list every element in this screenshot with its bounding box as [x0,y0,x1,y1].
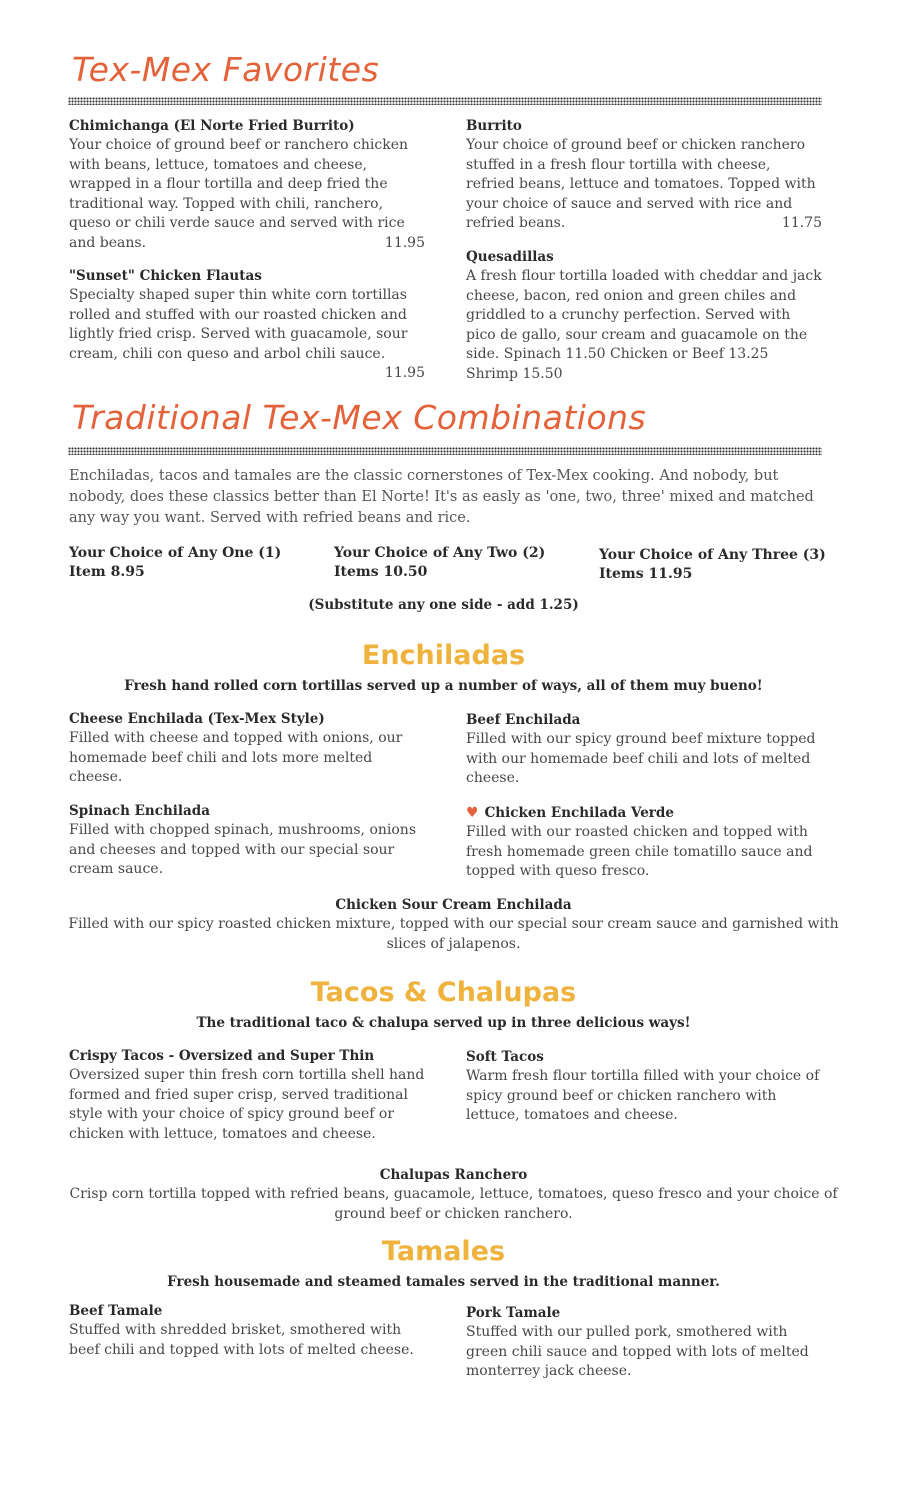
menu-item-soft-tacos [466,1048,822,1126]
menu-item-chimichanga [69,117,425,253]
combo-choice-two: Your Choice of Any Two (2) Items 10.50 [334,545,546,580]
item-description: Stuffed with shredded brisket, smothered with beef chili and topped with lots of melted cheese. [69,1322,414,1358]
menu-item-beef-tamale [69,1302,425,1360]
menu-item-beef-enchilada [466,711,822,789]
substitute-note: (Substitute any one side - add 1.25) [308,597,579,613]
item-name: Chicken Sour Cream Enchilada [335,897,572,913]
item-description: A fresh flour tortilla loaded with cheddar and jack cheese, bacon, red onion and green chiles and griddled to a crunchy perfection. Served with pico de gallo, sour cream and guacamole on the side. Spinach 11.50 Chicken or Beef 13.25 Shrimp 15.50 [466,268,822,382]
heart-icon: ♥ [466,805,479,821]
menu-item-chalupas-ranchero [60,1166,847,1224]
dotted-divider [68,447,822,455]
menu-item-flautas [69,267,425,384]
item-name: Chalupas Ranchero [379,1167,528,1183]
item-price: 11.95 [384,365,425,381]
item-name: Pork Tamale [466,1305,561,1321]
menu-item-chicken-sour-cream-enchilada [60,896,847,954]
item-description: Warm fresh flour tortilla filled with your choice of spicy ground beef or chicken ranchero with lettuce, tomatoes and cheese. [466,1068,820,1123]
menu-item-chicken-enchilada-verde [466,804,822,882]
menu-item-pork-tamale [466,1304,822,1382]
tacos-tagline: The traditional taco & chalupa served up in three delicious ways! [196,1015,691,1031]
item-description: Oversized super thin fresh corn tortilla shell hand formed and fried super crisp, served traditional style with your choice of spicy ground beef or chicken with lettuce, tomatoes and cheese. [69,1067,425,1142]
enchiladas-tagline: Fresh hand rolled corn tortillas served up a number of ways, all of them muy bueno! [124,678,763,694]
item-description: Filled with chopped spinach, mushrooms, onions and cheeses and topped with our special sour cream sauce. [69,822,417,877]
enchiladas-title: Enchiladas [361,640,526,671]
tamales-tagline: Fresh housemade and steamed tamales served in the traditional manner. [167,1274,720,1290]
combo-choice-one: Your Choice of Any One (1) Item 8.95 [69,545,282,580]
item-name: Chimichanga (El Norte Fried Burrito) [69,118,355,134]
item-name: Soft Tacos [466,1049,544,1065]
item-name: Crispy Tacos - Oversized and Super Thin [69,1048,375,1064]
item-description: Specialty shaped super thin white corn tortillas rolled and stuffed with our roasted chicken and lightly fried crisp. Served with guacamole, sour cream, chili con queso and arbol chili sauce. 11.95 [69,286,425,364]
menu-item-spinach-enchilada [69,802,425,880]
texmex-favorites-title: Tex-Mex Favorites [72,50,380,89]
menu-item-cheese-enchilada [69,710,425,788]
item-description: Filled with our roasted chicken and topped with fresh homemade green chile tomatillo sauce and topped with queso fresco. [466,824,813,879]
item-description: Filled with cheese and topped with onions, our homemade beef chili and lots more melted cheese. [69,730,403,785]
item-price: 11.95 [384,234,425,251]
item-name: Beef Enchilada [466,712,581,728]
item-description: Filled with our spicy ground beef mixture topped with our homemade beef chili and lots of melted cheese. [466,731,816,786]
tacos-chalupas-title: Tacos & Chalupas [310,977,577,1008]
item-name: Quesadillas [466,249,554,265]
item-description: Crisp corn tortilla topped with refried beans, guacamole, lettuce, tomatoes, queso fresco and your choice of ground beef or chicken ranchero. [69,1186,838,1222]
dotted-divider [68,97,822,105]
menu-item-burrito [466,117,822,234]
menu-item-crispy-tacos [69,1047,425,1144]
combinations-intro: Enchiladas, tacos and tamales are the classic cornerstones of Tex-Mex cooking. And nobody, but nobody, does these classics better than El Norte! It's as easly as 'one, two, three' mixed and matched any way you want. Served with refried beans and rice. [69,468,814,526]
item-description: Stuffed with our pulled pork, smothered with green chili sauce and topped with lots of melted monterrey jack cheese. [466,1324,809,1379]
combinations-title: Traditional Tex-Mex Combinations [72,398,647,437]
item-description: Your choice of ground beef or chicken ranchero stuffed in a fresh flour tortilla with cheese, refried beans, lettuce and tomatoes. Topped with your choice of sauce and served with rice and refried beans. 11.75 [466,136,822,234]
item-description: Your choice of ground beef or ranchero chicken with beans, lettuce, tomatoes and cheese, wrapped in a flour tortilla and deep fried the traditional way. Topped with chili, ranchero, queso or chili verde sauce and served with rice and beans. 11.95 [69,136,425,253]
item-name: Burrito [466,118,522,134]
item-description: Filled with our spicy roasted chicken mixture, topped with our special sour cream sauce and garnished with slices of jalapenos. [68,916,839,952]
item-name: "Sunset" Chicken Flautas [69,268,262,284]
combo-choice-three: Your Choice of Any Three (3) Items 11.95 [599,547,826,582]
item-name: Spinach Enchilada [69,803,210,819]
item-name: Cheese Enchilada (Tex-Mex Style) [69,711,325,727]
item-name: Beef Tamale [69,1303,163,1319]
menu-item-quesadillas [466,248,822,384]
tamales-title: Tamales [381,1236,506,1267]
item-name: ♥ Chicken Enchilada Verde [466,805,674,821]
item-price: 11.75 [781,215,822,231]
